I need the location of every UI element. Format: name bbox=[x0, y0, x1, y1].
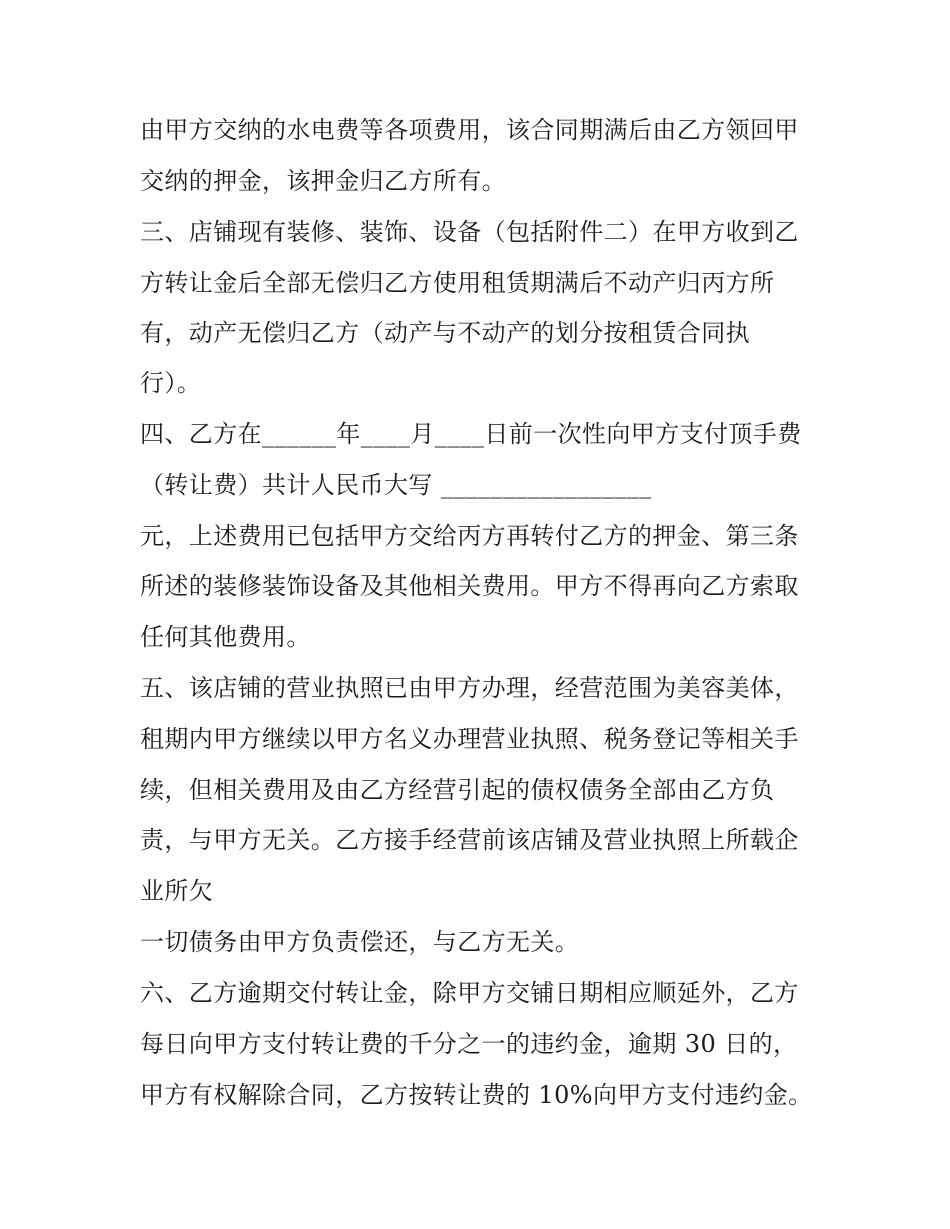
text-line: 续，但相关费用及由乙方经营引起的债权债务全部由乙方负 bbox=[140, 776, 775, 804]
text-line: 五、该店铺的营业执照已由甲方办理，经营范围为美容美体， bbox=[140, 674, 799, 702]
text-line: 方转让金后全部无偿归乙方使用租赁期满后不动产归丙方所 bbox=[140, 269, 775, 297]
text-line: 六、乙方逾期交付转让金，除甲方交铺日期相应顺延外，乙方 bbox=[140, 979, 799, 1007]
text-line: 业所欠 bbox=[140, 877, 214, 905]
text-line: 四、乙方在______年____月____日前一次性向甲方支付顶手费 bbox=[140, 420, 802, 448]
text-line: 任何其他费用。 bbox=[140, 623, 311, 651]
text-line: 元，上述费用已包括甲方交给丙方再转付乙方的押金、第三条 bbox=[140, 522, 799, 550]
text-line: 一切债务由甲方负责偿还，与乙方无关。 bbox=[140, 928, 580, 956]
text-line: 租期内甲方继续以甲方名义办理营业执照、税务登记等相关手 bbox=[140, 725, 799, 753]
text-line: 甲方有权解除合同，乙方按转让费的 10%向甲方支付违约金。 bbox=[140, 1081, 813, 1109]
text-line: 每日向甲方支付转让费的千分之一的违约金，逾期 30 日的， bbox=[140, 1030, 798, 1058]
text-line: 由甲方交纳的水电费等各项费用，该合同期满后由乙方领回甲 bbox=[140, 116, 799, 144]
text-line: 所述的装修装饰设备及其他相关费用。甲方不得再向乙方索取 bbox=[140, 572, 799, 600]
text-line: 三、店铺现有装修、装饰、设备（包括附件二）在甲方收到乙 bbox=[140, 218, 799, 246]
text-line: （转让费）共计人民币大写 _________________ bbox=[140, 471, 652, 499]
text-line: 交纳的押金，该押金归乙方所有。 bbox=[140, 167, 506, 195]
text-line: 有，动产无偿归乙方（动产与不动产的划分按租赁合同执 bbox=[140, 319, 750, 347]
text-line: 责，与甲方无关。乙方接手经营前该店铺及营业执照上所载企 bbox=[140, 826, 799, 854]
text-line: 行）。 bbox=[140, 369, 202, 397]
